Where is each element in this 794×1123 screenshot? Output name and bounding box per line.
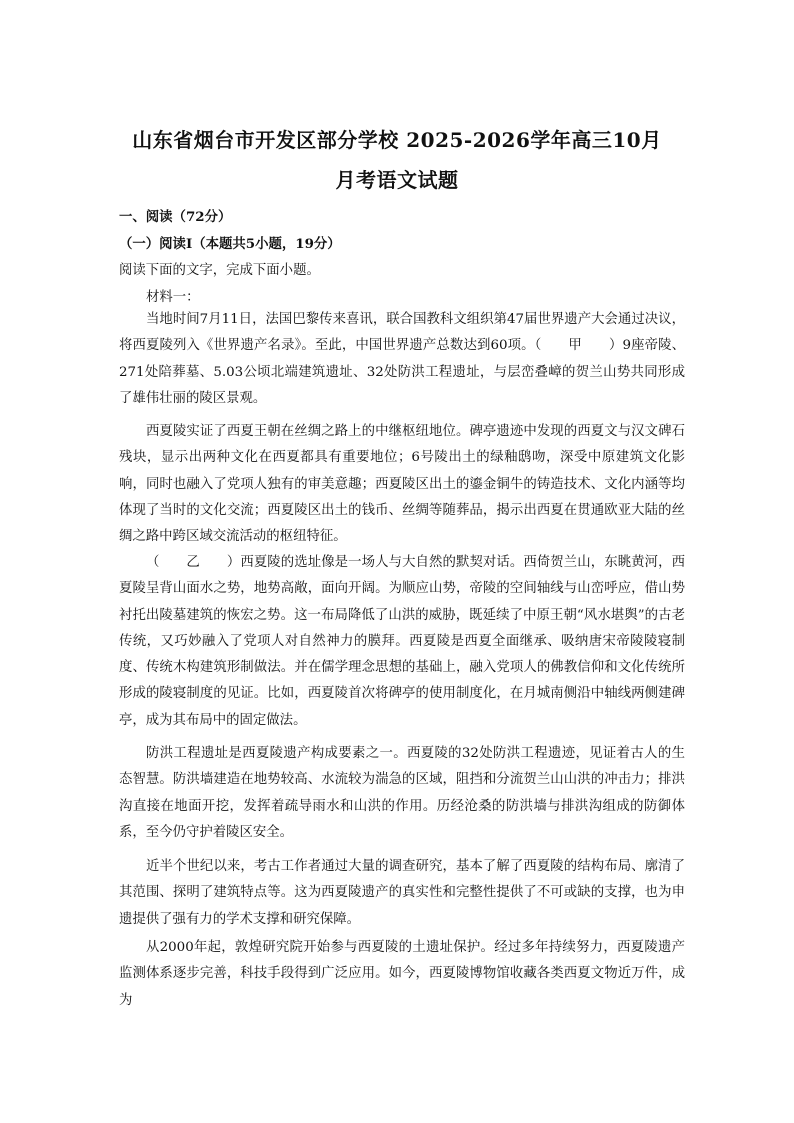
paragraph-2: 西夏陵实证了西夏王朝在丝绸之路上的中继枢纽地位。碑亭遗迹中发现的西夏文与汉文碑石残块，显示出两种文化在西夏都具有重要地位；6号陵出土的绿釉鸱吻，深受中原建筑文化影响，同时也融入了党项人独有的审美意趣；西夏陵区出土的鎏金铜牛的铸造技术、文化内涵等均体现了当时的文化交流；西夏陵区出土的钱币、丝绸等随葬品，揭示出西夏在贯通欧亚大陆的丝绸之路中跨区域交流活动的枢纽特征。 (119, 424, 685, 545)
paragraph-4: 防洪工程遗址是西夏陵遗产构成要素之一。西夏陵的32处防洪工程遗迹，见证着古人的生态智慧。防洪墙建造在地势较高、水流较为湍急的区域，阻挡和分流贺兰山山洪的冲击力；排洪沟直接在地面开挖，发挥着疏导雨水和山洪的作用。历经沧桑的防洪墙与排洪沟组成的防御体系，至今仍守护着陵区安全。 (119, 746, 685, 840)
paragraph-1: 当地时间7月11日，法国巴黎传来喜讯，联合国教科文组织第47届世界遗产大会通过决议，将西夏陵列入《世界遗产名录》。至此，中国世界遗产总数达到60项。（ 甲 ）9座帝陵、271处陪葬墓、5.03公顷北端建筑遗址、32处防洪工程遗址，与层峦叠嶂的贺兰山势共同形成了雄伟壮丽的陵区景观。 (119, 312, 685, 406)
instruction-text: 阅读下面的文字，完成下面小题。 (119, 263, 320, 278)
material-label: 材料一： (146, 290, 200, 305)
document-title-line-1: 山东省烟台市开发区部分学校 2025-2026学年高三10月 (132, 128, 662, 152)
paragraph-6: 从2000年起，敦煌研究院开始参与西夏陵的土遗址保护。经过多年持续努力，西夏陵遗产监测体系逐步完善，科技手段得到广泛应用。如今，西夏陵博物馆收藏各类西夏文物近万件，成为 (119, 940, 685, 1008)
section-heading-reading: 一、阅读（72分） (119, 209, 232, 225)
subsection-heading-reading-1: （一）阅读Ⅰ（本题共5小题，19分） (119, 236, 341, 252)
document-title-line-2: 月考语文试题 (335, 168, 459, 192)
paragraph-3: （ 乙 ）西夏陵的选址像是一场人与大自然的默契对话。西倚贺兰山，东眺黄河，西夏陵呈背山面水之势，地势高敞，面向开阔。为顺应山势，帝陵的空间轴线与山峦呼应，借山势衬托出陵墓建筑的恢宏之势。这一布局降低了山洪的威胁，既延续了中原王朝“风水堪舆”的古老传统，又巧妙融入了党项人对自然神力的膜拜。西夏陵是西夏全面继承、吸纳唐宋帝陵陵寝制度、传统木构建筑形制做法。并在儒学理念思想的基础上，融入党项人的佛教信仰和文化传统所形成的陵寝制度的见证。比如，西夏陵首次将碑亭的使用制度化，在月城南侧沿中轴线两侧建碑亭，成为其布局中的固定做法。 (119, 555, 685, 728)
paragraph-5: 近半个世纪以来，考古工作者通过大量的调查研究，基本了解了西夏陵的结构布局、廓清了其范围、探明了建筑特点等。这为西夏陵遗产的真实性和完整性提供了不可或缺的支撑，也为申遗提供了强有力的学术支撑和研究保障。 (119, 859, 685, 927)
